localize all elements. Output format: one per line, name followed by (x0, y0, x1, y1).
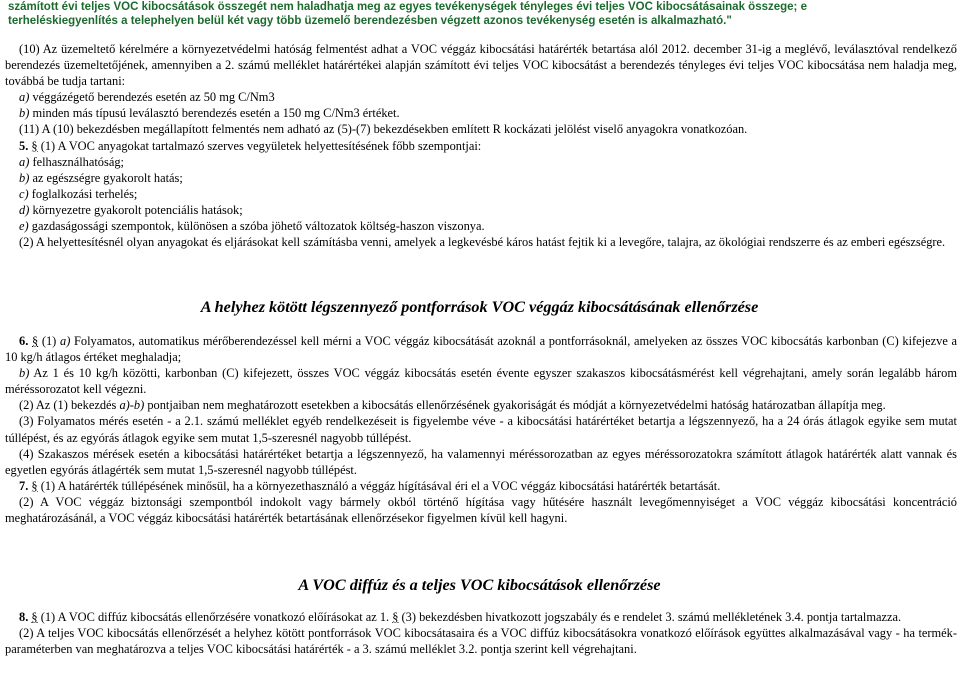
section-number-6: 6. (19, 334, 29, 348)
list-key: a) (60, 334, 71, 348)
section-mark-8: § (31, 610, 38, 624)
paragraph-6-4: (4) Szakaszos mérések esetén a kibocsátási határértéket betartja a légszennyező, ha valamennyi méréssorozatban az egyes méréssorozatokra számított átlagok határérték alatt vannak és egyetlen egyórás átlagérték sem mutat 1,5-szeresnél nagyobb túllépést. (5, 446, 957, 477)
heading-text: A helyhez kötött légszennyező pontforrások VOC véggáz kibocsátásának ellenőrzése (200, 298, 759, 316)
paragraph-10: (10) Az üzemeltető kérelmére a környezetvédelmi hatóság felmentést adhat a VOC véggáz kibocsátási határérték betartása alól 2012. december 31-ig a meglévő, leválasztóval rendelkező berendezés üzemeltetőjének, amennyiben a 2. számú melléklet határértékei alapján számított évi teljes VOC kibocsátást a berendezés tényleges évi teljes VOC kibocsátása nem haladja meg, továbbá be tudja tartani: (5, 42, 957, 89)
paragraph-6-a-text: Folyamatos, automatikus mérőberendezéssel kell mérni a VOC véggáz kibocsátását azoknál a pontforrásoknál, amelyeken az összes VOC kibocsátás karbonban (C) kifejezve a 10 kg/h átlagos értéket meghaladja; (5, 334, 957, 365)
section-heading-1 (0, 297, 959, 317)
paragraph-6-3: (3) Folyamatos mérés esetén - a 2.1. számú melléklet egyéb rendelkezéseit is figyelembe véve - a kibocsátási határértéket betartja a légszennyező, ha a 24 órás átlagok egyike sem mutat túllépést, és az egyórás átlagok egyike sem mutat 1,5-szeresnél nagyobb túllépést. (5, 414, 957, 445)
paragraph-6-2-text: pontjaiban nem meghatározott esetekben a kibocsátás ellenőrzésének gyakoriságát és módját a környezetvédelmi hatóság határozatban állapítja meg. (144, 398, 886, 413)
header-line-1: számított évi teljes VOC kibocsátások összegét nem haladhatja meg az egyes tevékenységek tényleges évi teljes VOC kibocsátásainak összege; e (8, 1, 807, 13)
list-item (5, 186, 957, 202)
list-key: e) (19, 219, 29, 234)
list-key: b) (19, 170, 30, 185)
paragraph-7-1-text: (1) A határérték túllépésének minősül, ha a környezethasználó a véggáz hígításával éri el a VOC véggáz kibocsátási határérték betartását. (37, 478, 721, 493)
paragraph-8-1-text: (1) A VOC diffúz kibocsátás ellenőrzésére vonatkozó előírásokat az 1. (37, 610, 393, 624)
paragraph-10-b: b) minden más típusú leválasztó berendezés esetén a 150 mg C/Nm3 értéket. (19, 106, 400, 121)
list-key: b) (19, 366, 30, 381)
paragraph-8-1-text-b: (3) bekezdésben hivatkozott jogszabály és e rendelet 3. számú mellékletének 3.4. pontja tartalmazza. (398, 610, 902, 624)
section-mark-7: § (31, 478, 38, 493)
paragraph-5-text: (1) A VOC anyagokat tartalmazó szerves vegyületek helyettesítésének főbb szempontjai: (37, 138, 482, 153)
list-key: c) (19, 186, 29, 201)
paragraph-6-2 (5, 397, 957, 413)
paragraph-6-1-b (5, 365, 957, 397)
paragraph-5 (5, 138, 957, 154)
section-mark-6: § (31, 334, 39, 348)
paragraph-8-1 (5, 609, 957, 625)
paragraph-11: (11) A (10) bekezdésben megállapított felmentés nem adható az (5)-(7) bekezdésekben említett R kockázati jelölést viselő anyagokra vonatkozóan. (19, 122, 748, 137)
section-number-7: 7. (19, 478, 29, 493)
list-item (5, 170, 957, 186)
paragraph-6-b-text: Az 1 és 10 kg/h közötti, karbonban (C) kifejezett, összes VOC véggáz kibocsátás esetén évente egyszer szakaszos kibocsátásmérést kell végrehajtani, amely során legalább három méréssorozatot kell végezni. (5, 366, 957, 397)
list-item (5, 154, 957, 170)
list-text: foglalkozási terhelés; (31, 186, 138, 201)
paragraph-8-2: (2) A teljes VOC kibocsátás ellenőrzését a helyhez kötött pontforrások VOC kibocsátasaira és a VOC diffúz kibocsátásokra vonatkozó előírások együttes alkalmazásával vagy - ha termék-paraméterben van meghatározva a teljes VOC kibocsátási határérték - a 3. számú melléklet 3.2. pontja szerint kell végrehajtani. (5, 626, 957, 657)
section-heading-2 (0, 575, 959, 595)
list-key: a)-b) (119, 398, 145, 413)
section-mark-inline: § (392, 610, 399, 624)
list-text: gazdaságossági szempontok, különösen a szóba jöhető változatok költség-haszon viszonya. (31, 219, 485, 234)
paragraph-10-a-text: véggázégető berendezés esetén az 50 mg C/Nm3 (32, 90, 275, 105)
paragraph-10-a: a) véggázégető berendezés esetén az 50 mg C/Nm3 (19, 90, 275, 105)
section-1-text (5, 41, 957, 250)
running-header (8, 0, 953, 28)
list-text: az egészségre gyakorolt hatás; (32, 170, 183, 185)
list-key: a) (19, 154, 30, 169)
paragraph-7-2: (2) A VOC véggáz biztonsági szempontból indokolt vagy bármely okból történő hígítása vagy hűtésére használt levegőmennyiséget a VOC véggáz kibocsátási koncentráció meghatározásánál, a VOC véggáz kibocsátási határérték betartásának ellenőrzésekor figyelmen kívül kell hagyni. (5, 494, 957, 526)
list-key: d) (19, 202, 30, 217)
section-number-8: 8. (19, 610, 29, 624)
section-mark-5: § (31, 138, 38, 153)
paragraph-6-2-pre: (2) Az (1) bekezdés (19, 398, 120, 413)
paragraph-6-1-a (5, 333, 957, 365)
section-number-5: 5. (19, 138, 29, 153)
list-text: felhasználhatóság; (32, 154, 124, 169)
paragraph-7-1 (5, 478, 957, 494)
paragraph-6-intro: (1) (38, 334, 60, 348)
header-line-2: terheléskiegyenlítés a telephelyen belül két vagy több üzemelő berendezésben végzett azonos tevékenység esetén is alkalmazható." (8, 15, 732, 27)
paragraph-10-b-text: minden más típusú leválasztó berendezés esetén a 150 mg C/Nm3 értéket. (32, 106, 400, 121)
section-2-text (5, 333, 957, 526)
list-item (5, 202, 957, 218)
list-item (5, 218, 957, 234)
list-text: környezetre gyakorolt potenciális hatások; (32, 202, 243, 217)
paragraph-5-2: (2) A helyettesítésnél olyan anyagokat és eljárásokat kell számításba venni, amelyek a legkevésbé káros hatást fejtik ki a levegőre, talajra, az ökológiai rendszerre és az emberi egészségre. (19, 235, 946, 250)
section-3-text (5, 609, 957, 657)
heading-text: A VOC diffúz és a teljes VOC kibocsátások ellenőrzése (298, 576, 661, 594)
